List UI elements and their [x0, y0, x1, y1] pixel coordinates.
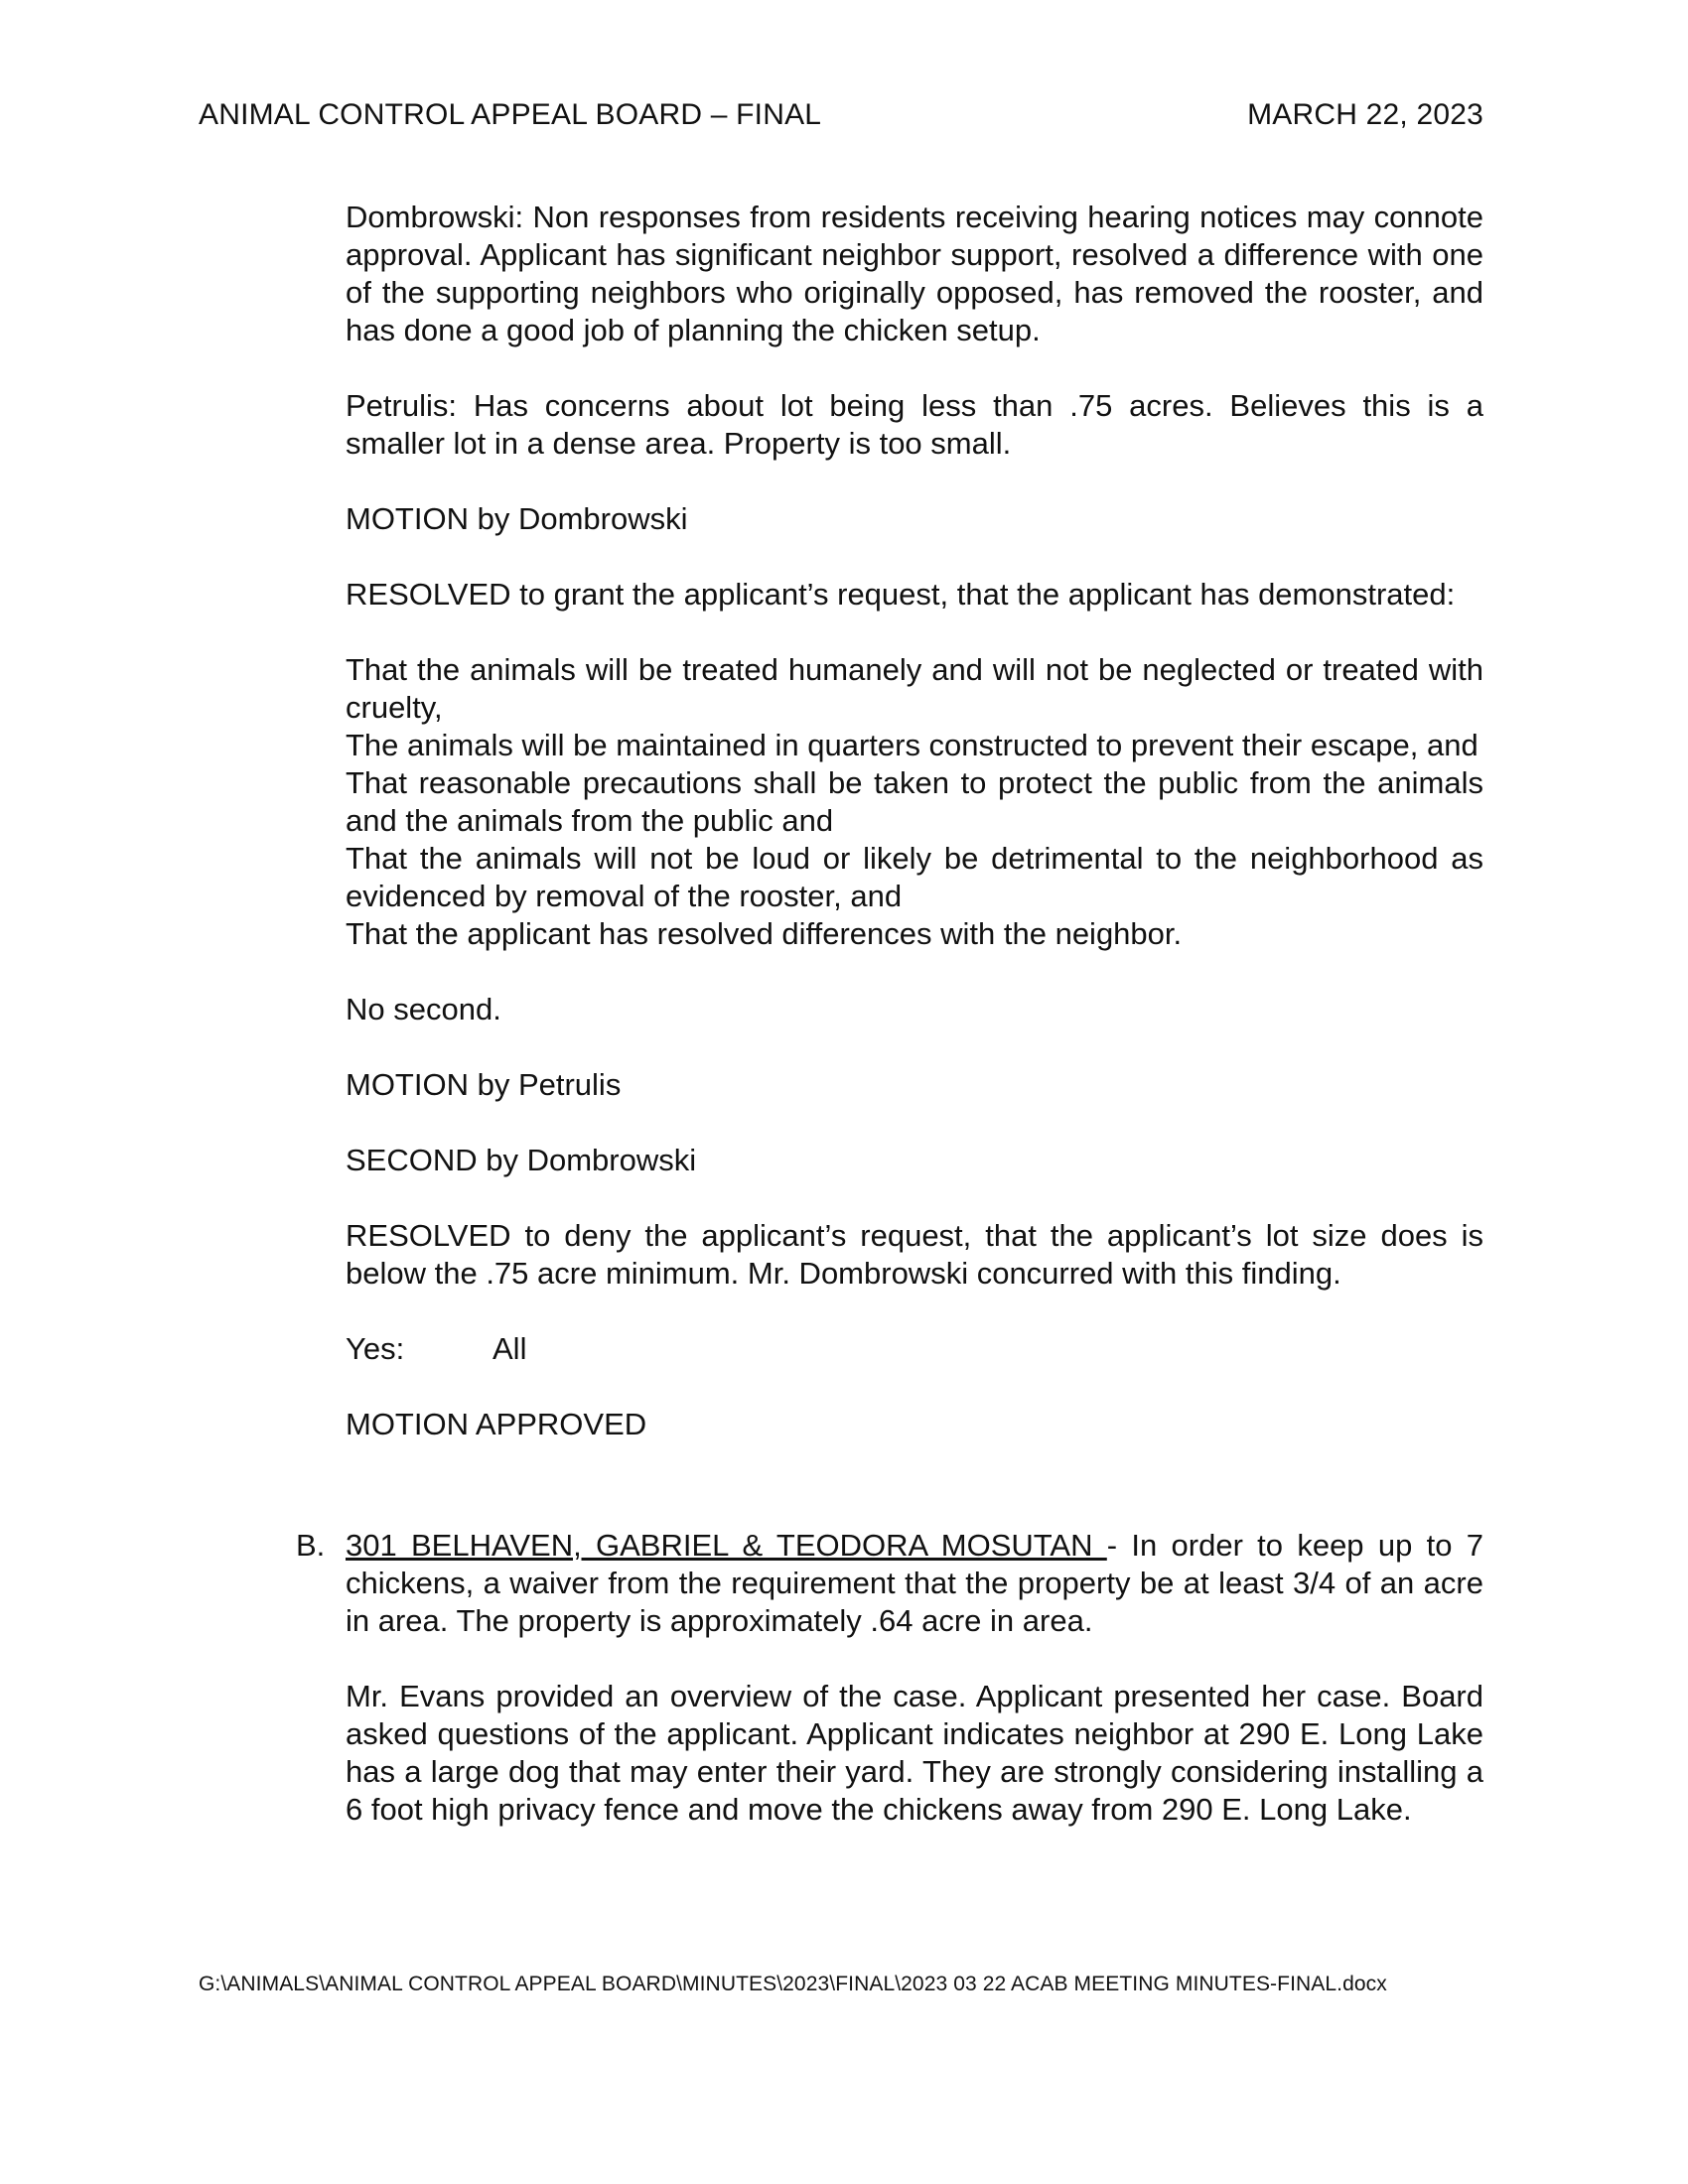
vote-row [346, 1330, 1483, 1368]
item-b-description: - In order to keep up to 7 chickens, a waiver from the requirement that the property be at least 3/4 of an acre in area. The property is approximately .64 acre in area. [346, 1528, 1483, 1638]
finding-item: That the animals will be treated humanely and will not be neglected or treated with cruelty, [346, 652, 1483, 725]
header-date: MARCH 22, 2023 [1247, 98, 1483, 131]
minutes-content [346, 199, 1483, 1443]
findings-list [346, 651, 1483, 953]
finding-item: That the animals will not be loud or likely be detrimental to the neighborhood as evidenced by removal of the rooster, and [346, 841, 1483, 913]
finding-item: The animals will be maintained in quarters constructed to prevent their escape, and [346, 728, 1478, 762]
agenda-item-b [296, 1527, 1483, 1829]
item-b-discussion: Mr. Evans provided an overview of the case. Applicant presented her case. Board asked questions of the applicant. Applicant indicates neighbor at 290 E. Long Lake has a large dog that may enter their yard. They are strongly considering installing a 6 foot high privacy fence and move the chickens away from 290 E. Long Lake. [346, 1679, 1483, 1827]
item-b-heading [346, 1527, 1483, 1640]
second-dombrowski: SECOND by Dombrowski [346, 1143, 697, 1177]
motion-petrulis: MOTION by Petrulis [346, 1067, 622, 1102]
finding-item: That the applicant has resolved differences with the neighbor. [346, 916, 1183, 951]
motion-result: MOTION APPROVED [346, 1407, 647, 1441]
finding-item: That reasonable precautions shall be taken to protect the public from the animals and the animals from the public and [346, 765, 1483, 838]
item-b-title: 301 BELHAVEN, GABRIEL & TEODORA MOSUTAN [346, 1528, 1107, 1563]
vote-label: Yes: [346, 1331, 405, 1366]
motion-dombrowski: MOTION by Dombrowski [346, 501, 688, 536]
vote-value: All [492, 1331, 527, 1366]
no-second: No second. [346, 992, 501, 1026]
dombrowski-comment: Dombrowski: Non responses from residents receiving hearing notices may connote approval. Applicant has significant neighbor support, resolved a difference with one of the supporting neighbors who originally opposed, has removed the rooster, and has done a good job of planning the chicken setup. [346, 200, 1483, 347]
resolved-deny: RESOLVED to deny the applicant’s request, that the applicant’s lot size does is below the .75 acre minimum. Mr. Dombrowski concurred with this finding. [346, 1218, 1483, 1291]
file-path-footer: G:\ANIMALS\ANIMAL CONTROL APPEAL BOARD\MINUTES\2023\FINAL\2023 03 22 ACAB MEETING MINUTES-FINAL.docx [199, 1973, 1387, 1995]
item-letter: B. [296, 1528, 326, 1563]
petrulis-comment: Petrulis: Has concerns about lot being less than .75 acres. Believes this is a smaller lot in a dense area. Property is too small. [346, 388, 1483, 461]
resolved-grant: RESOLVED to grant the applicant’s request, that the applicant has demonstrated: [346, 577, 1456, 612]
header-title: ANIMAL CONTROL APPEAL BOARD – FINAL [199, 98, 822, 131]
